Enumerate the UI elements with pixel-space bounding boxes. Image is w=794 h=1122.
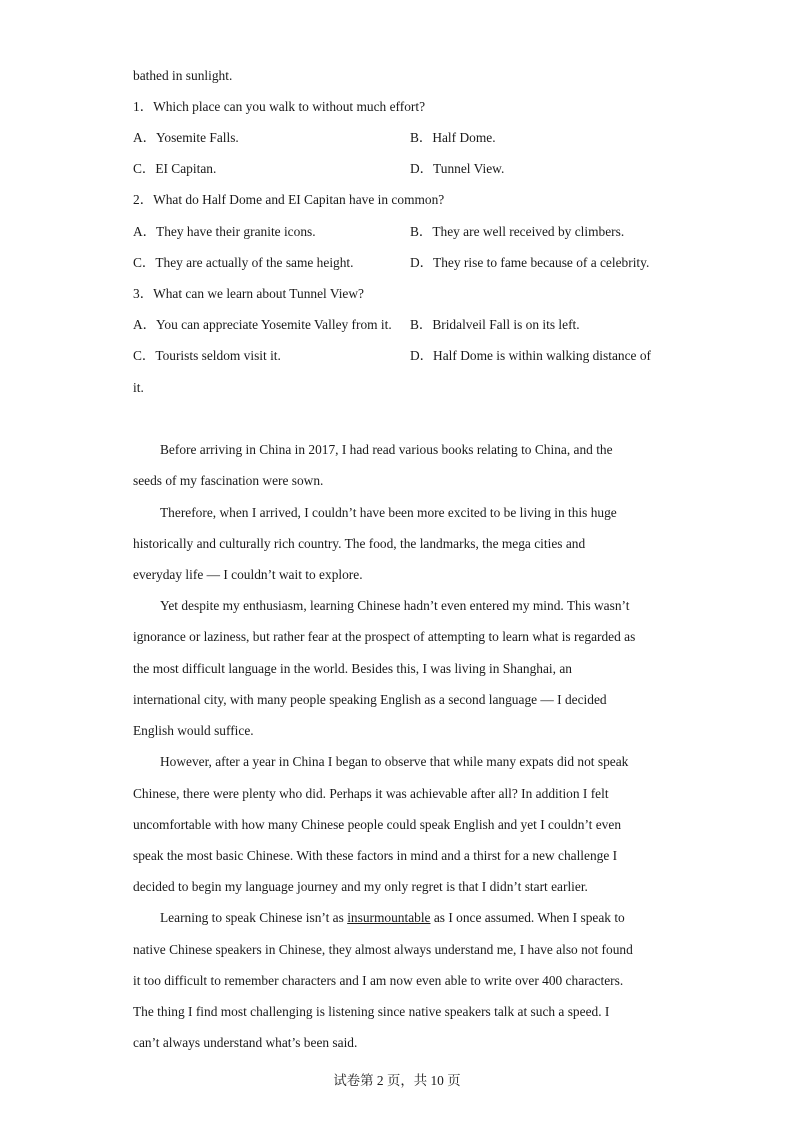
question-3-option-a[interactable]: A．You can appreciate Yosemite Valley from it. xyxy=(133,317,392,332)
question-1-option-c[interactable]: C．EI Capitan. xyxy=(133,161,217,176)
question-2-option-a[interactable]: A．They have their granite icons. xyxy=(133,224,316,239)
passage-p4-line-3: uncomfortable with how many Chinese people could speak English and yet I couldn’t even xyxy=(133,817,622,832)
question-2-stem: 2．What do Half Dome and EI Capitan have in common? xyxy=(133,192,445,207)
question-3-option-b[interactable]: B．Bridalveil Fall is on its left. xyxy=(410,317,580,332)
question-1-option-d[interactable]: D．Tunnel View. xyxy=(410,161,505,176)
passage-p1-line-2: seeds of my fascination were sown. xyxy=(133,473,324,488)
passage-p3-line-1: Yet despite my enthusiasm, learning Chinese hadn’t even entered my mind. This wasn’t xyxy=(160,598,630,613)
passage-p2-line-1: Therefore, when I arrived, I couldn’t have been more excited to be living in this huge xyxy=(160,505,617,520)
question-2-option-c[interactable]: C．They are actually of the same height. xyxy=(133,255,354,270)
passage-p5-line-5: can’t always understand what’s been said. xyxy=(133,1035,358,1050)
page-footer: 试卷第 2 页，共 10 页 xyxy=(333,1073,461,1088)
question-1-option-a[interactable]: A．Yosemite Falls. xyxy=(133,130,239,145)
passage-p5-line-4: The thing I find most challenging is listening since native speakers talk at such a speed. I xyxy=(133,1004,610,1019)
passage-p5-line-1 xyxy=(160,908,625,928)
passage-p4-line-5: decided to begin my language journey and my only regret is that I didn’t start earlier. xyxy=(133,879,588,894)
question-1-stem: 1．Which place can you walk to without much effort? xyxy=(133,99,426,114)
passage-p3-line-3: the most difficult language in the world. Besides this, I was living in Shanghai, an xyxy=(133,661,572,676)
underlined-word: insurmountable xyxy=(347,910,431,925)
passage-p5-line-2: native Chinese speakers in Chinese, they almost always understand me, I have also not found xyxy=(133,942,633,957)
passage-p4-line-2: Chinese, there were plenty who did. Perhaps it was achievable after all? In addition I felt xyxy=(133,786,609,801)
passage-p4-line-1: However, after a year in China I began to observe that while many expats did not speak xyxy=(160,754,629,769)
passage-p3-line-5: English would suffice. xyxy=(133,723,254,738)
question-3-option-d[interactable]: D．Half Dome is within walking distance of xyxy=(410,348,651,363)
question-2-option-b[interactable]: B．They are well received by climbers. xyxy=(410,224,625,239)
passage-p4-line-4: speak the most basic Chinese. With these factors in mind and a thirst for a new challenge I xyxy=(133,848,618,863)
question-2-option-d[interactable]: D．They rise to fame because of a celebrity. xyxy=(410,255,650,270)
passage-p1-line-1: Before arriving in China in 2017, I had read various books relating to China, and the xyxy=(160,442,613,457)
passage-p2-line-3: everyday life — I couldn’t wait to explore. xyxy=(133,567,363,582)
passage-p5-text-post: as I once assumed. When I speak to xyxy=(430,910,625,925)
passage-p3-line-2: ignorance or laziness, but rather fear at the prospect of attempting to learn what is regarded as xyxy=(133,629,636,644)
passage-p3-line-4: international city, with many people speaking English as a second language — I decided xyxy=(133,692,607,707)
passage-p5-text-pre: Learning to speak Chinese isn’t as xyxy=(160,910,348,925)
question-3-option-d-wrap: it. xyxy=(133,380,144,395)
passage-fragment: bathed in sunlight. xyxy=(133,68,233,83)
question-1-option-b[interactable]: B．Half Dome. xyxy=(410,130,496,145)
question-3-option-c[interactable]: C．Tourists seldom visit it. xyxy=(133,348,281,363)
passage-p2-line-2: historically and culturally rich country. The food, the landmarks, the mega cities and xyxy=(133,536,586,551)
question-3-stem: 3．What can we learn about Tunnel View? xyxy=(133,286,364,301)
passage-p5-line-3: it too difficult to remember characters and I am now even able to write over 400 characters. xyxy=(133,973,624,988)
